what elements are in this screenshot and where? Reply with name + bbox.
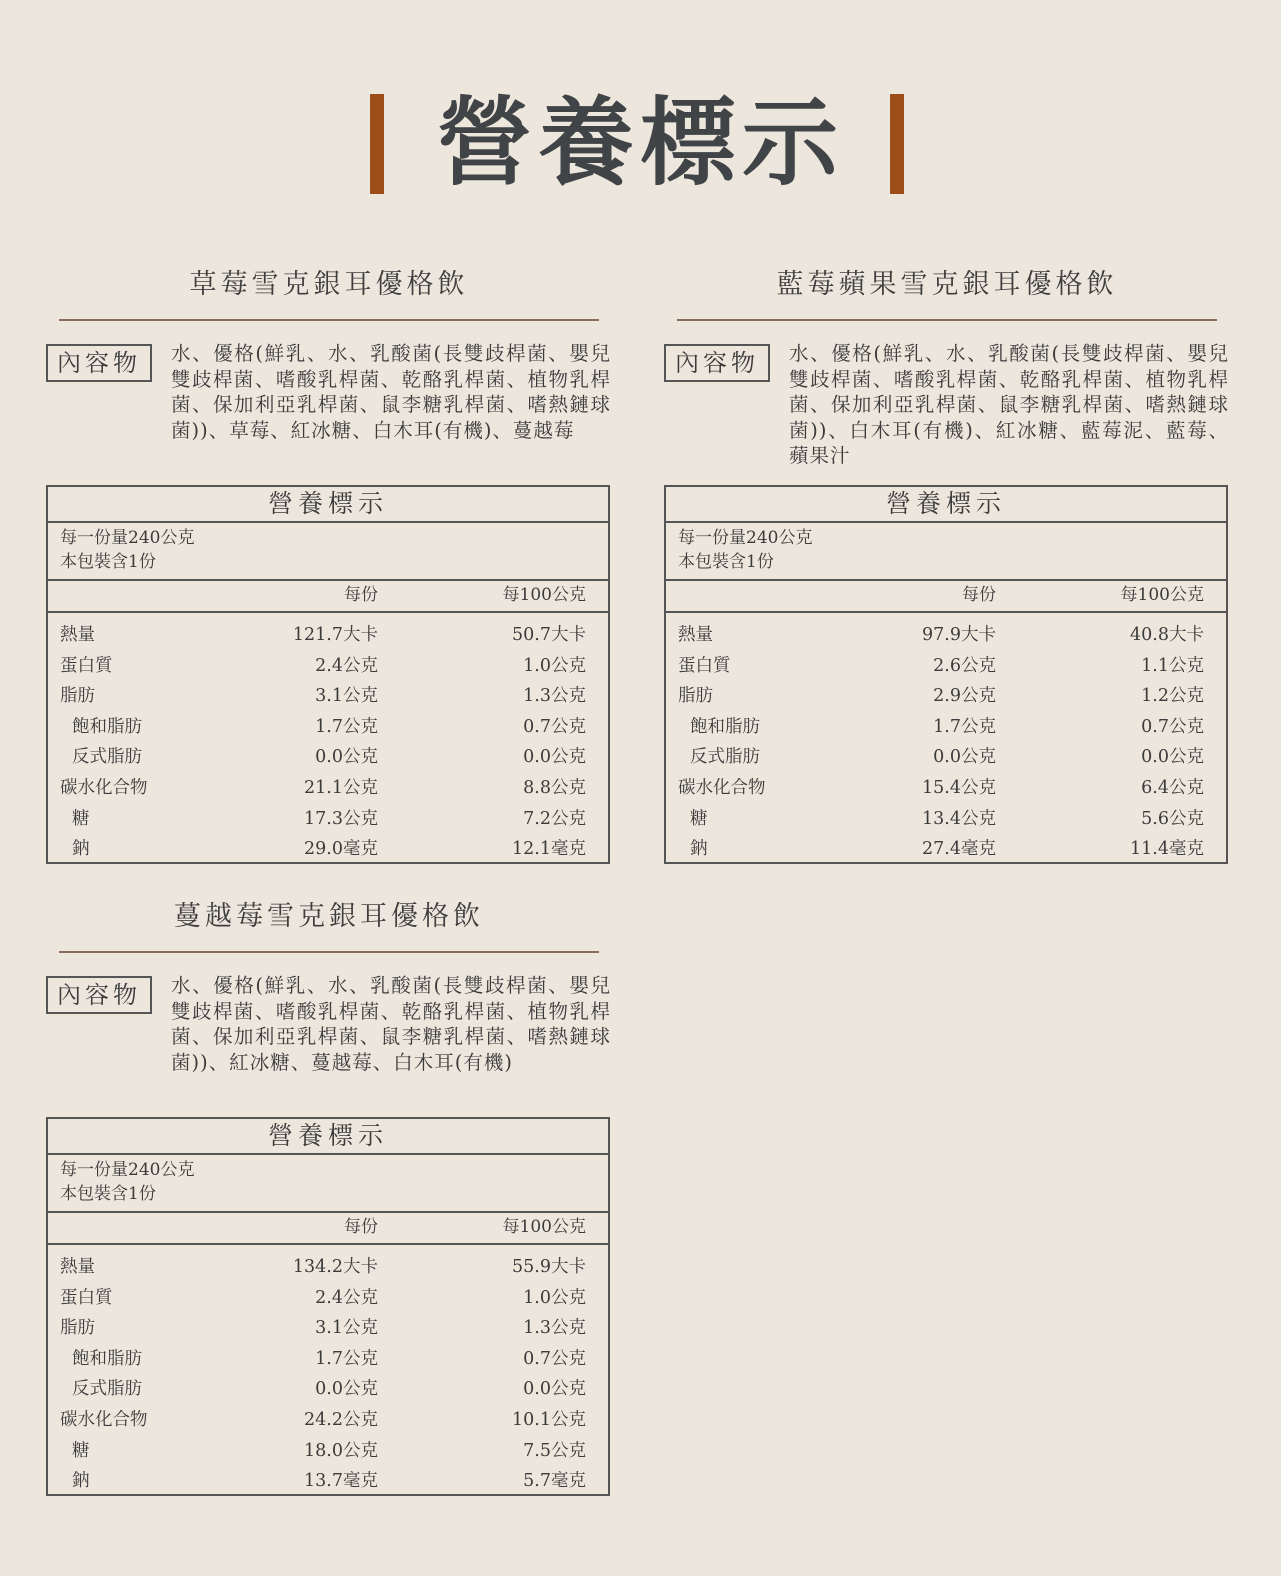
table-row [666, 742, 1226, 773]
per-100g-value: 1.3公克 [523, 686, 586, 707]
per-100g-value: 50.7大卡 [512, 625, 586, 645]
per-100g-value: 1.0公克 [523, 1287, 586, 1308]
per-serving-value: 3.1公克 [315, 1318, 378, 1339]
nutrient-name: 蛋白質 [678, 655, 731, 676]
nutrient-name: 熱量 [60, 1257, 95, 1277]
table-row [666, 773, 1226, 804]
servings-per-package: 本包裝含1份 [60, 1183, 156, 1204]
table-row [666, 804, 1226, 835]
per-serving-value: 13.4公克 [922, 808, 996, 829]
nutrient-name: 反式脂肪 [72, 747, 142, 768]
ingredients-label: 內容物 [664, 344, 770, 382]
per-serving-value: 3.1公克 [315, 686, 378, 707]
table-row [48, 1466, 608, 1497]
table-row [48, 620, 608, 651]
col-per-serving: 每份 [344, 1217, 378, 1237]
product-name: 草莓雪克銀耳優格飲 [189, 269, 469, 300]
nutrition-table [46, 1117, 610, 1496]
table-row [666, 651, 1226, 682]
table-row [48, 773, 608, 804]
nutrition-table [46, 485, 610, 864]
nutrient-name: 糖 [72, 808, 90, 829]
table-row [48, 681, 608, 712]
table-row [48, 712, 608, 743]
nutrient-name: 鈉 [690, 839, 708, 860]
product-name: 蔓越莓雪克銀耳優格飲 [174, 901, 484, 932]
per-serving-value: 134.2大卡 [292, 1257, 378, 1277]
ingredients-text: 水、優格(鮮乳、水、乳酸菌(長雙歧桿菌、嬰兒雙歧桿菌、嗜酸乳桿菌、乾酪乳桿菌、植物乳桿菌、保加利亞乳桿菌、鼠李糖乳桿菌、嗜熱鏈球菌))、白木耳(有機)、紅冰糖、藍莓泥、藍莓、蘋果汁 [789, 342, 1229, 467]
divider [677, 319, 1217, 321]
per-serving-value: 24.2公克 [304, 1409, 378, 1430]
nutrient-name: 蛋白質 [60, 655, 113, 676]
nutrition-rows [666, 613, 1226, 865]
nutrient-name: 熱量 [678, 625, 713, 645]
nutrient-name: 反式脂肪 [72, 1379, 142, 1400]
serving-size: 每一份量240公克 [60, 1160, 195, 1180]
per-serving-value: 15.4公克 [922, 777, 996, 798]
nutrient-name: 脂肪 [60, 686, 95, 707]
nutrition-table-title: 營養標示 [666, 487, 1226, 523]
serving-info [48, 523, 608, 581]
col-per-100g: 每100公克 [502, 585, 586, 605]
table-row [48, 1313, 608, 1344]
per-100g-value: 0.7公克 [523, 716, 586, 737]
servings-per-package: 本包裝含1份 [678, 551, 774, 572]
per-serving-value: 27.4毫克 [922, 839, 996, 860]
ingredients-text: 水、優格(鮮乳、水、乳酸菌(長雙歧桿菌、嬰兒雙歧桿菌、嗜酸乳桿菌、乾酪乳桿菌、植物乳桿菌、保加利亞乳桿菌、鼠李糖乳桿菌、嗜熱鏈球菌))、紅冰糖、蔓越莓、白木耳(有機) [171, 974, 611, 1074]
per-100g-value: 40.8大卡 [1130, 625, 1204, 645]
per-100g-value: 0.0公克 [1141, 747, 1204, 768]
per-100g-value: 5.7毫克 [523, 1471, 586, 1492]
per-serving-value: 1.7公克 [315, 1348, 378, 1369]
nutrition-table [664, 485, 1228, 864]
per-serving-value: 121.7大卡 [292, 625, 378, 645]
per-serving-value: 21.1公克 [304, 777, 378, 798]
per-100g-value: 0.7公克 [1141, 716, 1204, 737]
per-serving-value: 0.0公克 [315, 1379, 378, 1400]
table-row [48, 1283, 608, 1314]
table-row [48, 1374, 608, 1405]
per-100g-value: 0.0公克 [523, 747, 586, 768]
table-row [666, 620, 1226, 651]
per-100g-value: 1.3公克 [523, 1318, 586, 1339]
nutrient-name: 熱量 [60, 625, 95, 645]
table-row [666, 681, 1226, 712]
ingredients-text: 水、優格(鮮乳、水、乳酸菌(長雙歧桿菌、嬰兒雙歧桿菌、嗜酸乳桿菌、乾酪乳桿菌、植物乳桿菌、保加利亞乳桿菌、鼠李糖乳桿菌、嗜熱鏈球菌))、草莓、紅冰糖、白木耳(有機)、蔓越莓 [171, 342, 611, 442]
table-row [666, 834, 1226, 865]
per-serving-value: 1.7公克 [315, 716, 378, 737]
divider [59, 319, 599, 321]
table-row [666, 712, 1226, 743]
col-per-100g: 每100公克 [502, 1217, 586, 1237]
nutrient-name: 碳水化合物 [678, 777, 766, 798]
column-headers [48, 581, 608, 613]
per-100g-value: 55.9大卡 [512, 1257, 586, 1277]
per-100g-value: 7.5公克 [523, 1440, 586, 1461]
per-100g-value: 12.1毫克 [512, 839, 586, 860]
ingredients-label: 內容物 [46, 976, 152, 1014]
table-row [48, 1344, 608, 1375]
ingredients-label: 內容物 [46, 344, 152, 382]
per-serving-value: 13.7毫克 [304, 1471, 378, 1492]
col-per-serving: 每份 [344, 585, 378, 605]
nutrient-name: 糖 [72, 1440, 90, 1461]
table-row [48, 651, 608, 682]
nutrition-rows [48, 1245, 608, 1497]
nutrient-name: 飽和脂肪 [72, 1348, 142, 1369]
nutrient-name: 飽和脂肪 [72, 716, 142, 737]
column-headers [666, 581, 1226, 613]
nutrient-name: 碳水化合物 [60, 777, 148, 798]
col-per-serving: 每份 [962, 585, 996, 605]
table-row [48, 742, 608, 773]
per-100g-value: 8.8公克 [523, 777, 586, 798]
serving-size: 每一份量240公克 [60, 528, 195, 548]
nutrient-name: 脂肪 [60, 1318, 95, 1339]
table-row [48, 1436, 608, 1467]
product-name: 藍莓蘋果雪克銀耳優格飲 [776, 269, 1118, 300]
page-title: 營養標示 [436, 86, 844, 199]
page-header [0, 78, 1281, 208]
nutrient-name: 蛋白質 [60, 1287, 113, 1308]
serving-info [666, 523, 1226, 581]
nutrient-name: 鈉 [72, 839, 90, 860]
per-serving-value: 2.4公克 [315, 1287, 378, 1308]
table-row [48, 804, 608, 835]
title-accent-bar-left [370, 94, 384, 194]
serving-info [48, 1155, 608, 1213]
per-serving-value: 2.6公克 [933, 655, 996, 676]
per-serving-value: 1.7公克 [933, 716, 996, 737]
column-headers [48, 1213, 608, 1245]
nutrient-name: 脂肪 [678, 686, 713, 707]
per-100g-value: 5.6公克 [1141, 808, 1204, 829]
nutrition-table-title: 營養標示 [48, 487, 608, 523]
nutrition-table-title: 營養標示 [48, 1119, 608, 1155]
per-100g-value: 1.0公克 [523, 655, 586, 676]
per-100g-value: 1.1公克 [1141, 655, 1204, 676]
divider [59, 951, 599, 953]
per-serving-value: 2.9公克 [933, 686, 996, 707]
nutrient-name: 鈉 [72, 1471, 90, 1492]
per-serving-value: 0.0公克 [315, 747, 378, 768]
title-accent-bar-right [890, 94, 904, 194]
per-100g-value: 6.4公克 [1141, 777, 1204, 798]
nutrition-rows [48, 613, 608, 865]
per-serving-value: 97.9大卡 [922, 625, 996, 645]
serving-size: 每一份量240公克 [678, 528, 813, 548]
per-serving-value: 29.0毫克 [304, 839, 378, 860]
per-serving-value: 2.4公克 [315, 655, 378, 676]
per-serving-value: 18.0公克 [304, 1440, 378, 1461]
per-serving-value: 0.0公克 [933, 747, 996, 768]
nutrient-name: 反式脂肪 [690, 747, 760, 768]
per-serving-value: 17.3公克 [304, 808, 378, 829]
per-100g-value: 0.0公克 [523, 1379, 586, 1400]
per-100g-value: 7.2公克 [523, 808, 586, 829]
per-100g-value: 1.2公克 [1141, 686, 1204, 707]
nutrient-name: 糖 [690, 808, 708, 829]
nutrient-name: 碳水化合物 [60, 1409, 148, 1430]
per-100g-value: 10.1公克 [512, 1409, 586, 1430]
per-100g-value: 0.7公克 [523, 1348, 586, 1369]
col-per-100g: 每100公克 [1120, 585, 1204, 605]
table-row [48, 1252, 608, 1283]
nutrient-name: 飽和脂肪 [690, 716, 760, 737]
servings-per-package: 本包裝含1份 [60, 551, 156, 572]
table-row [48, 834, 608, 865]
table-row [48, 1405, 608, 1436]
per-100g-value: 11.4毫克 [1130, 839, 1204, 860]
